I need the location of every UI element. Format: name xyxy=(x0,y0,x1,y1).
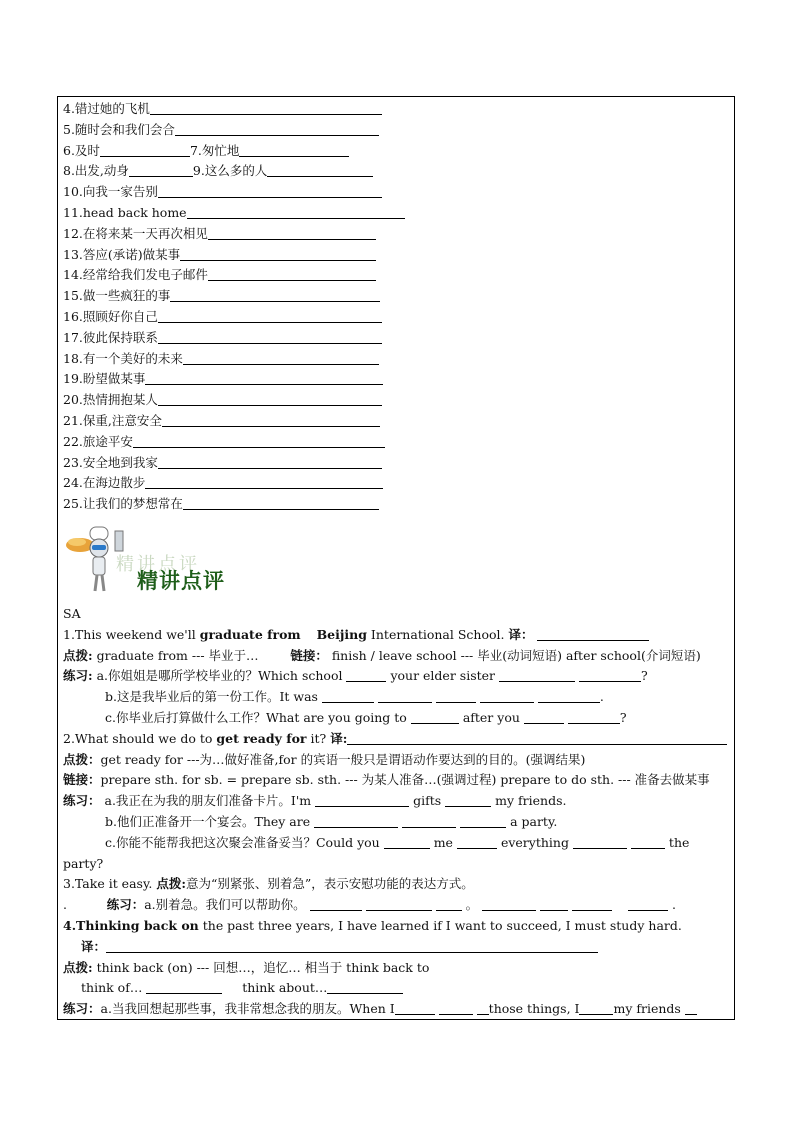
answer-blank[interactable] xyxy=(315,793,409,807)
vocab-item: 5.随时会和我们会合 xyxy=(63,120,403,141)
item2-ex-b: b.他们正准备开一个宴会。They are a party. xyxy=(105,813,558,829)
answer-blank[interactable] xyxy=(537,627,649,641)
answer-blank[interactable] xyxy=(145,371,383,385)
answer-blank[interactable] xyxy=(158,309,382,323)
vocab-item: 24.在海边散步 xyxy=(63,473,403,494)
knife-icon xyxy=(115,531,123,551)
vocab-item: 16.照顾好你自己 xyxy=(63,307,403,328)
item1-tip: 点拨: graduate from --- 毕业于… 链接： finish / leave school --- 毕业(动词短语) after school(介词短语) xyxy=(63,647,701,663)
item1-ex-c: c.你毕业后打算做什么工作？What are you going to after you ? xyxy=(105,709,627,725)
vocab-item: 25.让我们的梦想常在 xyxy=(63,494,403,515)
answer-blank[interactable] xyxy=(158,184,382,198)
item2-question: 2.What should we do to get ready for it? 译: xyxy=(63,729,731,750)
answer-blank[interactable] xyxy=(685,1001,697,1015)
answer-blank[interactable] xyxy=(482,897,536,911)
item1-question: 1.This weekend we'll graduate from Beijing International School. 译： xyxy=(63,625,731,646)
answer-blank[interactable] xyxy=(524,710,564,724)
answer-blank[interactable] xyxy=(568,710,620,724)
analysis-section xyxy=(63,604,731,1020)
answer-blank[interactable] xyxy=(347,731,727,745)
answer-blank[interactable] xyxy=(628,897,668,911)
answer-blank[interactable] xyxy=(158,455,382,469)
answer-blank[interactable] xyxy=(439,1001,473,1015)
item4-translate: 译： xyxy=(63,937,731,958)
answer-blank[interactable] xyxy=(631,835,665,849)
answer-blank[interactable] xyxy=(145,475,383,489)
answer-blank[interactable] xyxy=(538,689,600,703)
vocab-item: 20.热情拥抱某人 xyxy=(63,390,403,411)
answer-blank[interactable] xyxy=(346,668,386,682)
answer-blank[interactable] xyxy=(384,835,430,849)
vocab-item: 21.保重,注意安全 xyxy=(63,411,403,432)
answer-blank[interactable] xyxy=(445,793,491,807)
vocab-item: 23.安全地到我家 xyxy=(63,453,403,474)
answer-blank[interactable] xyxy=(314,814,398,828)
answer-blank[interactable] xyxy=(133,434,385,448)
item2-tip: 点拨：get ready for ---为…做好准备,for 的宾语一般只是谓语动作要达到的目的。(强调结果) xyxy=(63,751,586,767)
item3-question: 3.Take it easy. 点拨:意为“别紧张、别着急”，表示安慰功能的表达方式。 xyxy=(63,876,474,892)
vocab-list xyxy=(63,99,403,515)
answer-blank[interactable] xyxy=(129,163,193,177)
answer-blank[interactable] xyxy=(183,496,379,510)
answer-blank[interactable] xyxy=(146,980,222,994)
heading-shadow: 精讲点评 xyxy=(116,554,200,575)
vocab-item: 18.有一个美好的未来 xyxy=(63,349,403,370)
answer-blank[interactable] xyxy=(239,143,349,157)
item1-ex-a: 练习: a.你姐姐是哪所学校毕业的？Which school your elder sister ? xyxy=(63,668,648,684)
answer-blank[interactable] xyxy=(310,897,362,911)
answer-blank[interactable] xyxy=(366,897,432,911)
answer-blank[interactable] xyxy=(402,814,456,828)
answer-blank[interactable] xyxy=(187,205,405,219)
answer-blank[interactable] xyxy=(499,668,575,682)
item1-ex-b: b.这是我毕业后的第一份工作。It was . xyxy=(105,689,604,705)
answer-blank[interactable] xyxy=(477,1001,489,1015)
vocab-item: 12.在将来某一天再次相见 xyxy=(63,224,403,245)
vocab-item: 14.经常给我们发电子邮件 xyxy=(63,265,403,286)
vocab-item: 6.及时 7.匆忙地 xyxy=(63,141,403,162)
answer-blank[interactable] xyxy=(170,288,380,302)
answer-blank[interactable] xyxy=(395,1001,435,1015)
answer-blank[interactable] xyxy=(106,939,598,953)
answer-blank[interactable] xyxy=(436,897,462,911)
answer-blank[interactable] xyxy=(175,122,379,136)
vocab-item: 4.错过她的飞机 xyxy=(63,99,403,120)
section-heading: 精讲点评 xyxy=(137,569,225,593)
answer-blank[interactable] xyxy=(327,980,403,994)
answer-blank[interactable] xyxy=(267,163,373,177)
item3-ex: . 练习：a.别着急。我们可以帮助你。 。 . xyxy=(63,897,676,913)
answer-blank[interactable] xyxy=(579,1001,613,1015)
answer-blank[interactable] xyxy=(378,689,432,703)
answer-blank[interactable] xyxy=(322,689,374,703)
item4-related: think of… think about… xyxy=(63,978,731,999)
sa-label: SA xyxy=(63,606,81,621)
answer-blank[interactable] xyxy=(183,351,379,365)
item4-question: 4.Thinking back on the past three years, I have learned if I want to succeed, I must study hard. xyxy=(63,917,682,933)
vocab-item: 8.出发,动身 9.这么多的人 xyxy=(63,161,403,182)
answer-blank[interactable] xyxy=(150,101,382,115)
item4-tip: 点拨: think back (on) --- 回想…，追忆… 相当于 think back to xyxy=(63,959,430,975)
answer-blank[interactable] xyxy=(158,330,382,344)
answer-blank[interactable] xyxy=(411,710,459,724)
answer-blank[interactable] xyxy=(460,814,506,828)
answer-blank[interactable] xyxy=(579,668,641,682)
vocab-item: 13.答应(承诺)做某事 xyxy=(63,245,403,266)
answer-blank[interactable] xyxy=(208,226,376,240)
answer-blank[interactable] xyxy=(572,897,612,911)
item4-ex: 练习：a.当我回想起那些事，我非常想念我的朋友。When I those things, I my friends xyxy=(63,999,731,1020)
vocab-item: 19.盼望做某事 xyxy=(63,369,403,390)
answer-blank[interactable] xyxy=(540,897,568,911)
answer-blank[interactable] xyxy=(100,143,190,157)
item2-ex-c-tail: party? xyxy=(63,855,104,871)
vocab-item: 15.做一些疯狂的事 xyxy=(63,286,403,307)
answer-blank[interactable] xyxy=(436,689,476,703)
answer-blank[interactable] xyxy=(573,835,627,849)
chef-hat-icon xyxy=(90,527,108,540)
answer-blank[interactable] xyxy=(162,413,380,427)
item2-ex-a: 练习： a.我正在为我的朋友们准备卡片。I'm gifts my friends. xyxy=(63,793,567,809)
vocab-item: 11.head back home xyxy=(63,203,403,224)
vocab-item: 10.向我一家告别 xyxy=(63,182,403,203)
answer-blank[interactable] xyxy=(180,247,376,261)
answer-blank[interactable] xyxy=(158,392,382,406)
vocab-item: 22.旅途平安 xyxy=(63,432,403,453)
answer-blank[interactable] xyxy=(457,835,497,849)
item2-link: 链接：prepare sth. for sb. = prepare sb. sth. --- 为某人准备…(强调过程) prepare to do sth. --- 准备去做某事 xyxy=(63,772,710,788)
vocab-item: 17.彼此保持联系 xyxy=(63,328,403,349)
item2-ex-c: c.你能不能帮我把这次聚会准备妥当？Could you me everything the xyxy=(105,834,690,850)
answer-blank[interactable] xyxy=(480,689,534,703)
answer-blank[interactable] xyxy=(208,267,376,281)
